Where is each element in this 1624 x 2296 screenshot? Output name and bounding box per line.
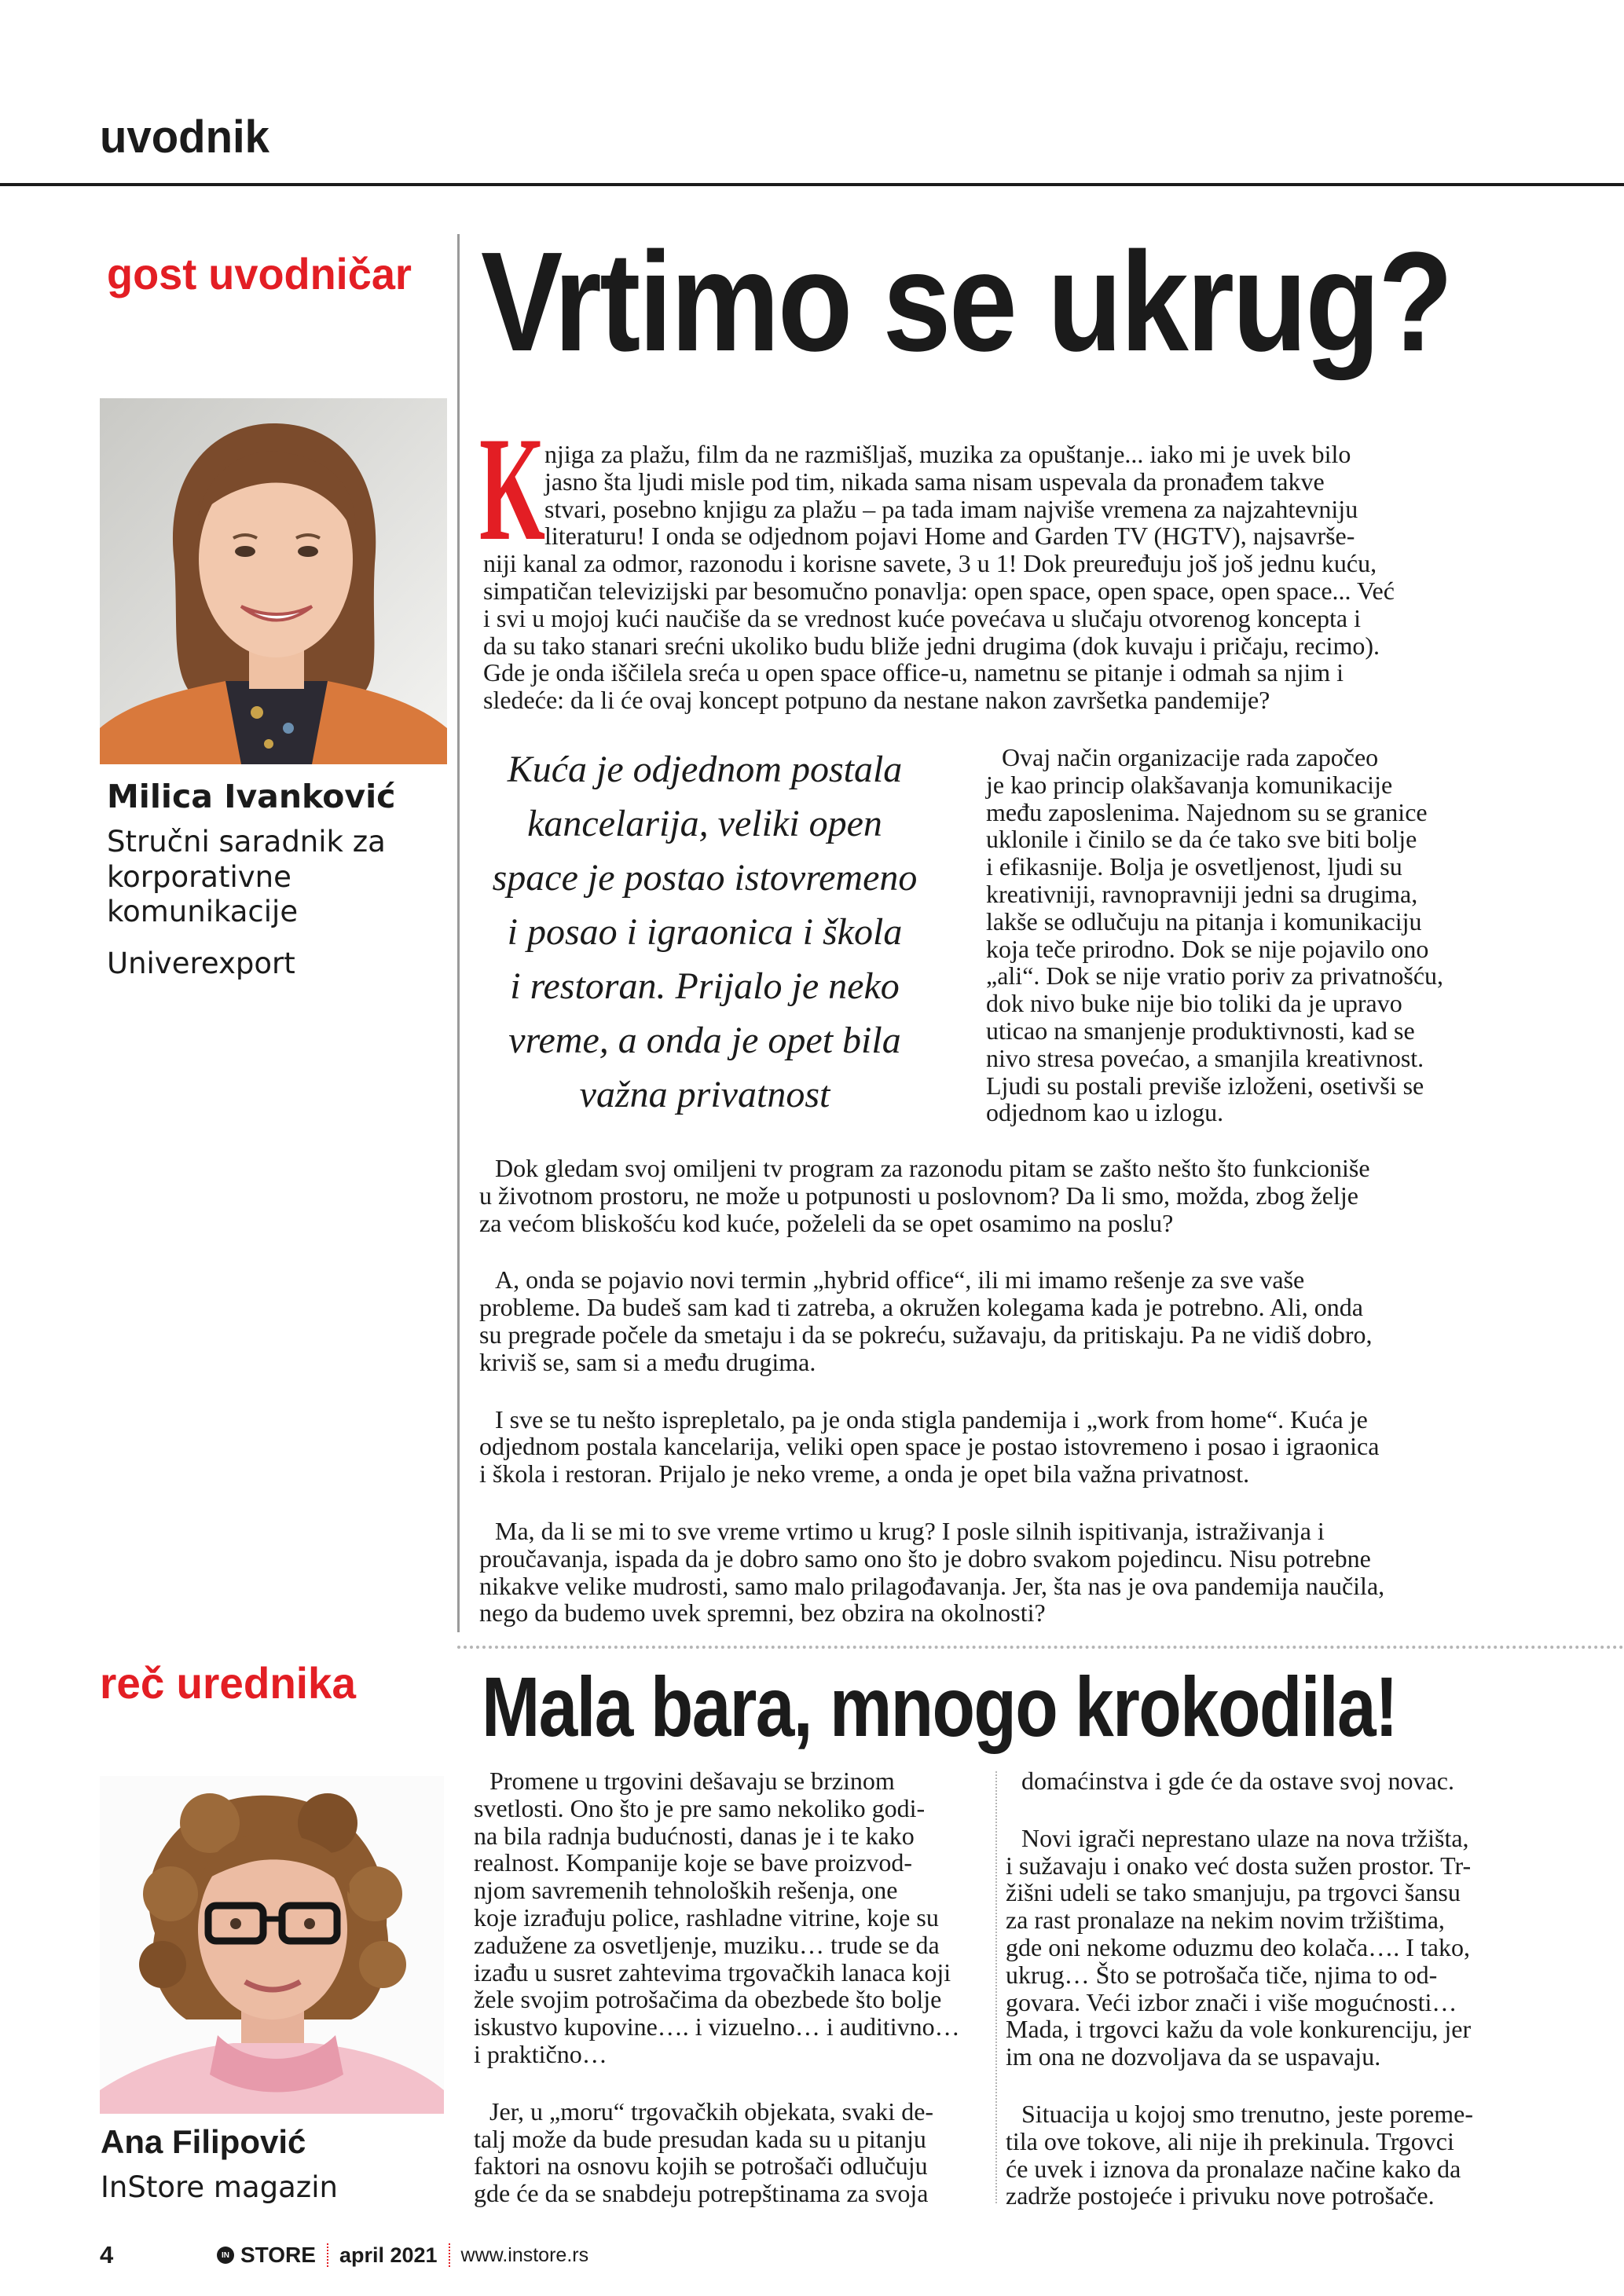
text-line-content: vreme, a onda je opet bila xyxy=(508,1020,901,1061)
text-line-content: svetlosti. Ono što je pre samo nekoliko godi- xyxy=(474,1793,926,1822)
text-line xyxy=(480,851,929,905)
text-line-content: niji kanal za odmor, razonodu i korisne savete, 3 u 1! Dok preuređuju još još jednu kuću, xyxy=(483,549,1377,578)
text-line-content: među zaposlenima. Najednom su se granice xyxy=(986,797,1428,826)
article-side-column xyxy=(986,744,1506,1156)
text-line-content: koje izrađuju police, rashladne vitrine, koje su xyxy=(474,1902,939,1932)
text-line-content: tila ove tokove, ali nije ih prekinula. Trgovci xyxy=(1006,2126,1454,2155)
text-line-content: simpatičan televizijski par besomučno ponavlja: open space, open space, open space... Već xyxy=(483,576,1395,605)
text-line xyxy=(474,2180,983,2207)
footer-separator xyxy=(327,2243,328,2267)
text-line xyxy=(1006,2016,1509,2043)
text-line-content: i sužavaju i onako već dosta sužen prostor. Tr- xyxy=(1006,1851,1472,1880)
text-line-content: važna privatnost xyxy=(579,1074,830,1115)
text-line xyxy=(1006,2182,1509,2210)
text-line xyxy=(474,1849,983,1877)
text-line xyxy=(483,577,1505,605)
article-title: Vrtimo se ukrug? xyxy=(481,223,1451,381)
column-divider-dotted xyxy=(995,1771,997,2203)
text-line-content: A, onda se pojavio novi termin „hybrid office“, ili mi imamo rešenje za sve vaše xyxy=(495,1265,1305,1294)
text-line-content: Ovaj način organizacije rada započeo xyxy=(1002,743,1379,771)
text-line xyxy=(483,496,1505,523)
text-line xyxy=(986,881,1506,908)
text-line-content: su pregrade počele da smetaju i da se pokreću, sužavaju, da pritiskaju. Pa ne vidiš dobro, xyxy=(479,1320,1373,1349)
text-line-content: jasno šta ljudi misle pod tim, nikada sama nisam uspevala da pronađem takve xyxy=(544,467,1325,496)
text-line xyxy=(479,1321,1507,1349)
text-line xyxy=(986,771,1506,799)
text-line xyxy=(480,1013,929,1067)
text-line-content: Promene u trgovini dešavaju se brzinom xyxy=(489,1767,895,1795)
page-number: 4 xyxy=(100,2241,114,2269)
text-line-content: gde će da se snabdeju potrepštinama za svoja xyxy=(474,2179,929,2208)
text-line-content: i svi u mojoj kući naučiše da se vrednost kuće povećava u slučaju otvorenog koncepta i xyxy=(483,603,1362,632)
text-line-content: Dok gledam svoj omiljeni tv program za razonodu pitam se zašto nešto što funkcioniše xyxy=(495,1154,1370,1182)
text-line-content: žele svojim potrošačima da obezbede što bolje xyxy=(474,1985,942,2014)
text-line-content: talj može da bude presudan kada su u pitanju xyxy=(474,2124,926,2153)
text-line-content: im ona ne dozvoljava da se uspavaju. xyxy=(1006,2042,1381,2071)
text-line xyxy=(480,905,929,959)
text-line-content: kreativniji, ravnopravniji jedni sa drugima, xyxy=(986,879,1418,908)
text-line xyxy=(1006,1852,1509,1880)
guest-name: Milica Ivanković xyxy=(107,778,396,815)
logo-store: STORE xyxy=(240,2243,316,2267)
text-line xyxy=(986,799,1506,826)
paragraph xyxy=(479,1518,1507,1627)
text-line xyxy=(1006,1825,1509,1852)
text-line-content: Gde je onda iščilela sreća u open space office-u, nametnu se pitanje i odmah sa njim i xyxy=(483,658,1344,687)
logo-in-mark: IN xyxy=(217,2247,234,2264)
text-line xyxy=(474,2126,983,2153)
text-line-content: i restoran. Prijalo je neko xyxy=(510,965,900,1007)
guest-role xyxy=(107,825,386,930)
text-line xyxy=(1006,2155,1509,2183)
article2-title: Mala bara, mnogo krokodila! xyxy=(482,1659,1397,1754)
text-line xyxy=(1006,1961,1509,1989)
text-line xyxy=(479,1210,1507,1237)
text-line xyxy=(474,1904,983,1932)
text-line-content: „ali“. Dok se nije vratio poriv za privatnošću, xyxy=(986,961,1444,991)
text-line-content: i posao i igraonica i škola xyxy=(507,911,903,953)
text-line-content: na bila radnja budućnosti, danas je i te kako xyxy=(474,1821,915,1850)
text-line xyxy=(986,1099,1506,1126)
text-line xyxy=(1006,1767,1509,1795)
text-line xyxy=(483,605,1505,632)
header-rule xyxy=(0,183,1624,186)
text-line-content: probleme. Da budeš sam kad ti zatreba, a okružen kolegama kada je potrebno. Ali, onda xyxy=(479,1293,1363,1322)
text-line xyxy=(480,796,929,851)
text-line-content: nivo stresa povećao, a smanjila kreativnost. xyxy=(986,1043,1424,1072)
text-line xyxy=(479,1406,1507,1434)
text-line-content: za većom bliskošću kod kuće, poželeli da se opet osamimo na poslu? xyxy=(479,1208,1174,1237)
paragraph xyxy=(474,2098,983,2207)
text-line-content: sledeće: da li će ovaj koncept potpuno da nestane nakon završetka pandemije? xyxy=(483,686,1270,715)
text-line xyxy=(479,1599,1507,1627)
section-label: uvodnik xyxy=(100,112,269,163)
text-line-content: u životnom prostoru, ne može u potpunosti u poslovnom? Da li smo, možda, zbog želje xyxy=(479,1181,1358,1210)
text-line-content: gde oni nekome oduzmu deo kolača…. I tako, xyxy=(1006,1932,1470,1961)
text-line-content: Jer, u „moru“ trgovačkih objekata, svaki de- xyxy=(489,2096,934,2126)
text-line xyxy=(483,550,1505,577)
text-line xyxy=(474,2098,983,2126)
paragraph xyxy=(479,1155,1507,1236)
text-line-content: iskustvo kupovine…. i vizuelno… i auditivno… xyxy=(474,2012,960,2041)
text-line xyxy=(1006,1934,1509,1961)
text-line-content: njiga za plažu, film da ne razmišljaš, muzika za opuštanje... iako mi je uvek bilo xyxy=(544,440,1351,468)
text-line xyxy=(1006,1989,1509,2016)
text-line xyxy=(474,1795,983,1822)
text-line-content: da su tako stanari srećni ukoliko budu bliže jedni drugima (dok kuvaju i pričaju, recimo). xyxy=(483,631,1380,660)
paragraph xyxy=(479,1266,1507,1375)
text-line xyxy=(483,632,1505,660)
text-line-content: koja teče prirodno. Dok se nije pojavilo ono xyxy=(986,934,1429,963)
text-line xyxy=(1006,1879,1509,1906)
text-line-content: Kuća je odjednom postala xyxy=(507,749,903,790)
text-line-content: njom savremenih tehnoloških rešenja, one xyxy=(474,1876,898,1905)
guest-role-line: komunikacije xyxy=(107,895,299,928)
text-line xyxy=(986,853,1506,881)
text-line-content: nego da budemo uvek spremni, bez obzira na okolnosti? xyxy=(479,1598,1046,1628)
text-line-content: Mada, i trgovci kažu da vole konkurenciju, jer xyxy=(1006,2015,1472,2044)
text-line xyxy=(474,1767,983,1795)
text-line xyxy=(986,962,1506,990)
text-line-content: je kao princip olakšavanja komunikacije xyxy=(986,770,1393,799)
text-line xyxy=(479,1460,1507,1488)
guest-role-line: Stručni saradnik za xyxy=(107,825,386,859)
guest-company: Univerexport xyxy=(107,947,295,980)
website-link[interactable]: www.instore.rs xyxy=(460,2243,589,2266)
text-line xyxy=(474,1986,983,2013)
text-line-content: Novi igrači neprestano ulaze na nova tržišta, xyxy=(1021,1823,1469,1852)
text-line xyxy=(479,1349,1507,1376)
text-line-content: space je postao istovremeno xyxy=(492,857,918,899)
text-line xyxy=(480,742,929,796)
text-line xyxy=(474,2013,983,2041)
pull-quote xyxy=(480,742,929,1122)
text-line xyxy=(479,1266,1507,1294)
text-line xyxy=(479,1573,1507,1600)
editor-label: reč urednika xyxy=(100,1658,356,1708)
text-line-content: uticao na smanjenje produktivnosti, kad se xyxy=(986,1016,1415,1045)
text-line-content: ukrug… Što se potrošača tiče, njima to od- xyxy=(1006,1960,1438,1989)
text-line-content: uklonile i činilo se da će tako sve biti bolje xyxy=(986,825,1417,854)
text-line xyxy=(986,1017,1506,1045)
text-line-content: I sve se tu nešto isprepletalo, pa je onda stigla pandemija i „work from home“. Kuća je xyxy=(495,1404,1368,1434)
text-line-content: kriviš se, sam si a među drugima. xyxy=(479,1347,816,1376)
guest-label: gost uvodničar xyxy=(107,249,412,298)
text-line-content: Situacija u kojoj smo trenutno, jeste poreme- xyxy=(1021,2099,1473,2128)
editor-photo xyxy=(100,1776,444,2114)
text-line xyxy=(986,1045,1506,1072)
text-line xyxy=(474,2041,983,2068)
text-line-content: realnost. Kompanije koje se bave proizvod- xyxy=(474,1848,913,1877)
drop-cap: K xyxy=(479,407,545,572)
text-line-content: nikakve velike mudrosti, samo malo prilagođavanja. Jer, šta nas je ova pandemija naučila, xyxy=(479,1571,1385,1600)
text-line xyxy=(480,1067,929,1122)
paragraph xyxy=(479,1406,1507,1488)
text-line-content: za rast pronalaze na nekim novim tržištima, xyxy=(1006,1906,1445,1935)
paragraph xyxy=(986,744,1506,1126)
text-line xyxy=(479,1433,1507,1460)
text-line xyxy=(474,1822,983,1850)
text-line xyxy=(483,659,1505,687)
text-line-content: faktori na osnovu kojih se potrošači odlučuju xyxy=(474,2151,928,2181)
text-line-content: žišni udeli se tako smanjuju, pa trgovci šansu xyxy=(1006,1878,1461,1907)
text-line xyxy=(474,1932,983,1959)
paragraph xyxy=(1006,1825,1509,2071)
text-line xyxy=(480,959,929,1013)
text-line-content: lakše se odlučuju na pitanja i komunikaciju xyxy=(986,906,1422,936)
text-line-content: odjednom kao u izlogu. xyxy=(986,1098,1224,1127)
text-line xyxy=(483,468,1505,496)
text-line xyxy=(1006,2100,1509,2128)
text-line-content: proučavanja, ispada da je dobro samo ono što je dobro svakom pojedincu. Nisu potrebne xyxy=(479,1543,1371,1573)
text-line xyxy=(479,1294,1507,1321)
text-line xyxy=(1006,2128,1509,2155)
article-body xyxy=(479,1155,1507,1657)
text-line xyxy=(986,826,1506,853)
text-line xyxy=(1006,1906,1509,1934)
text-line xyxy=(483,687,1505,714)
text-line-content: i efikasnije. Bolja je osvetljenost, ljudi su xyxy=(986,852,1402,881)
text-line xyxy=(479,1155,1507,1182)
text-line-content: će uvek i iznova da pronalaze načine kako da xyxy=(1006,2154,1461,2183)
issue-date: april 2021 xyxy=(339,2243,438,2267)
article2-left-column xyxy=(474,1767,983,2237)
text-line-content: domaćinstva i gde će da ostave svoj novac. xyxy=(1021,1767,1454,1795)
text-line-content: kancelarija, veliki open xyxy=(527,803,882,844)
paragraph xyxy=(1006,1767,1509,1795)
text-line-content: i škola i restoran. Prijalo je neko vreme, a onda je opet bila važna privatnost. xyxy=(479,1459,1250,1489)
paragraph xyxy=(474,1767,983,2068)
text-line-content: Ljudi su postali previše izloženi, osetivši se xyxy=(986,1071,1424,1100)
text-line xyxy=(474,2152,983,2180)
text-line xyxy=(986,744,1506,771)
text-line xyxy=(483,441,1505,468)
text-line xyxy=(986,908,1506,936)
column-divider xyxy=(457,234,460,1632)
paragraph xyxy=(1006,2100,1509,2210)
text-line xyxy=(986,936,1506,963)
editor-company: InStore magazin xyxy=(101,2170,338,2204)
article-intro xyxy=(483,441,1505,714)
footer xyxy=(100,2239,588,2271)
text-line-content: i praktično… xyxy=(474,2039,607,2068)
footer-separator xyxy=(449,2243,450,2267)
text-line xyxy=(483,522,1505,550)
article2-right-column xyxy=(1006,1767,1509,2239)
text-line-content: izađu u susret zahtevima trgovačkih lanaca koji xyxy=(474,1957,951,1987)
text-line xyxy=(474,1877,983,1904)
text-line-content: zadrže postojeće i privuku nove potrošače. xyxy=(1006,2181,1435,2210)
text-line xyxy=(479,1545,1507,1573)
text-line xyxy=(986,1072,1506,1100)
guest-photo xyxy=(100,398,447,764)
text-line xyxy=(479,1518,1507,1545)
text-line-content: Ma, da li se mi to sve vreme vrtimo u krug? I posle silnih ispitivanja, istraživanja i xyxy=(495,1516,1325,1545)
instore-logo xyxy=(217,2243,316,2268)
text-line xyxy=(1006,2043,1509,2071)
text-line-content: dok nivo buke nije bio toliki da je upravo xyxy=(986,989,1402,1018)
text-line-content: zadužene za osvetljenje, muziku… trude se da xyxy=(474,1930,940,1959)
text-line-content: stvari, posebno knjigu za plažu – pa tada imam najviše vremena za najzahtevniju xyxy=(544,494,1358,523)
text-line xyxy=(479,1182,1507,1210)
text-line xyxy=(474,1959,983,1987)
editor-name: Ana Filipović xyxy=(101,2123,306,2160)
text-line-content: odjednom postala kancelarija, veliki open space je postao istovremeno i posao i igraonica xyxy=(479,1432,1380,1461)
guest-role-line: korporativne xyxy=(107,859,291,894)
text-line-content: literaturu! I onda se odjednom pojavi Home and Garden TV (HGTV), najsavrše- xyxy=(544,522,1355,551)
text-line-content: govara. Veći izbor znači i više mogućnosti… xyxy=(1006,1987,1457,2016)
text-line xyxy=(986,990,1506,1017)
